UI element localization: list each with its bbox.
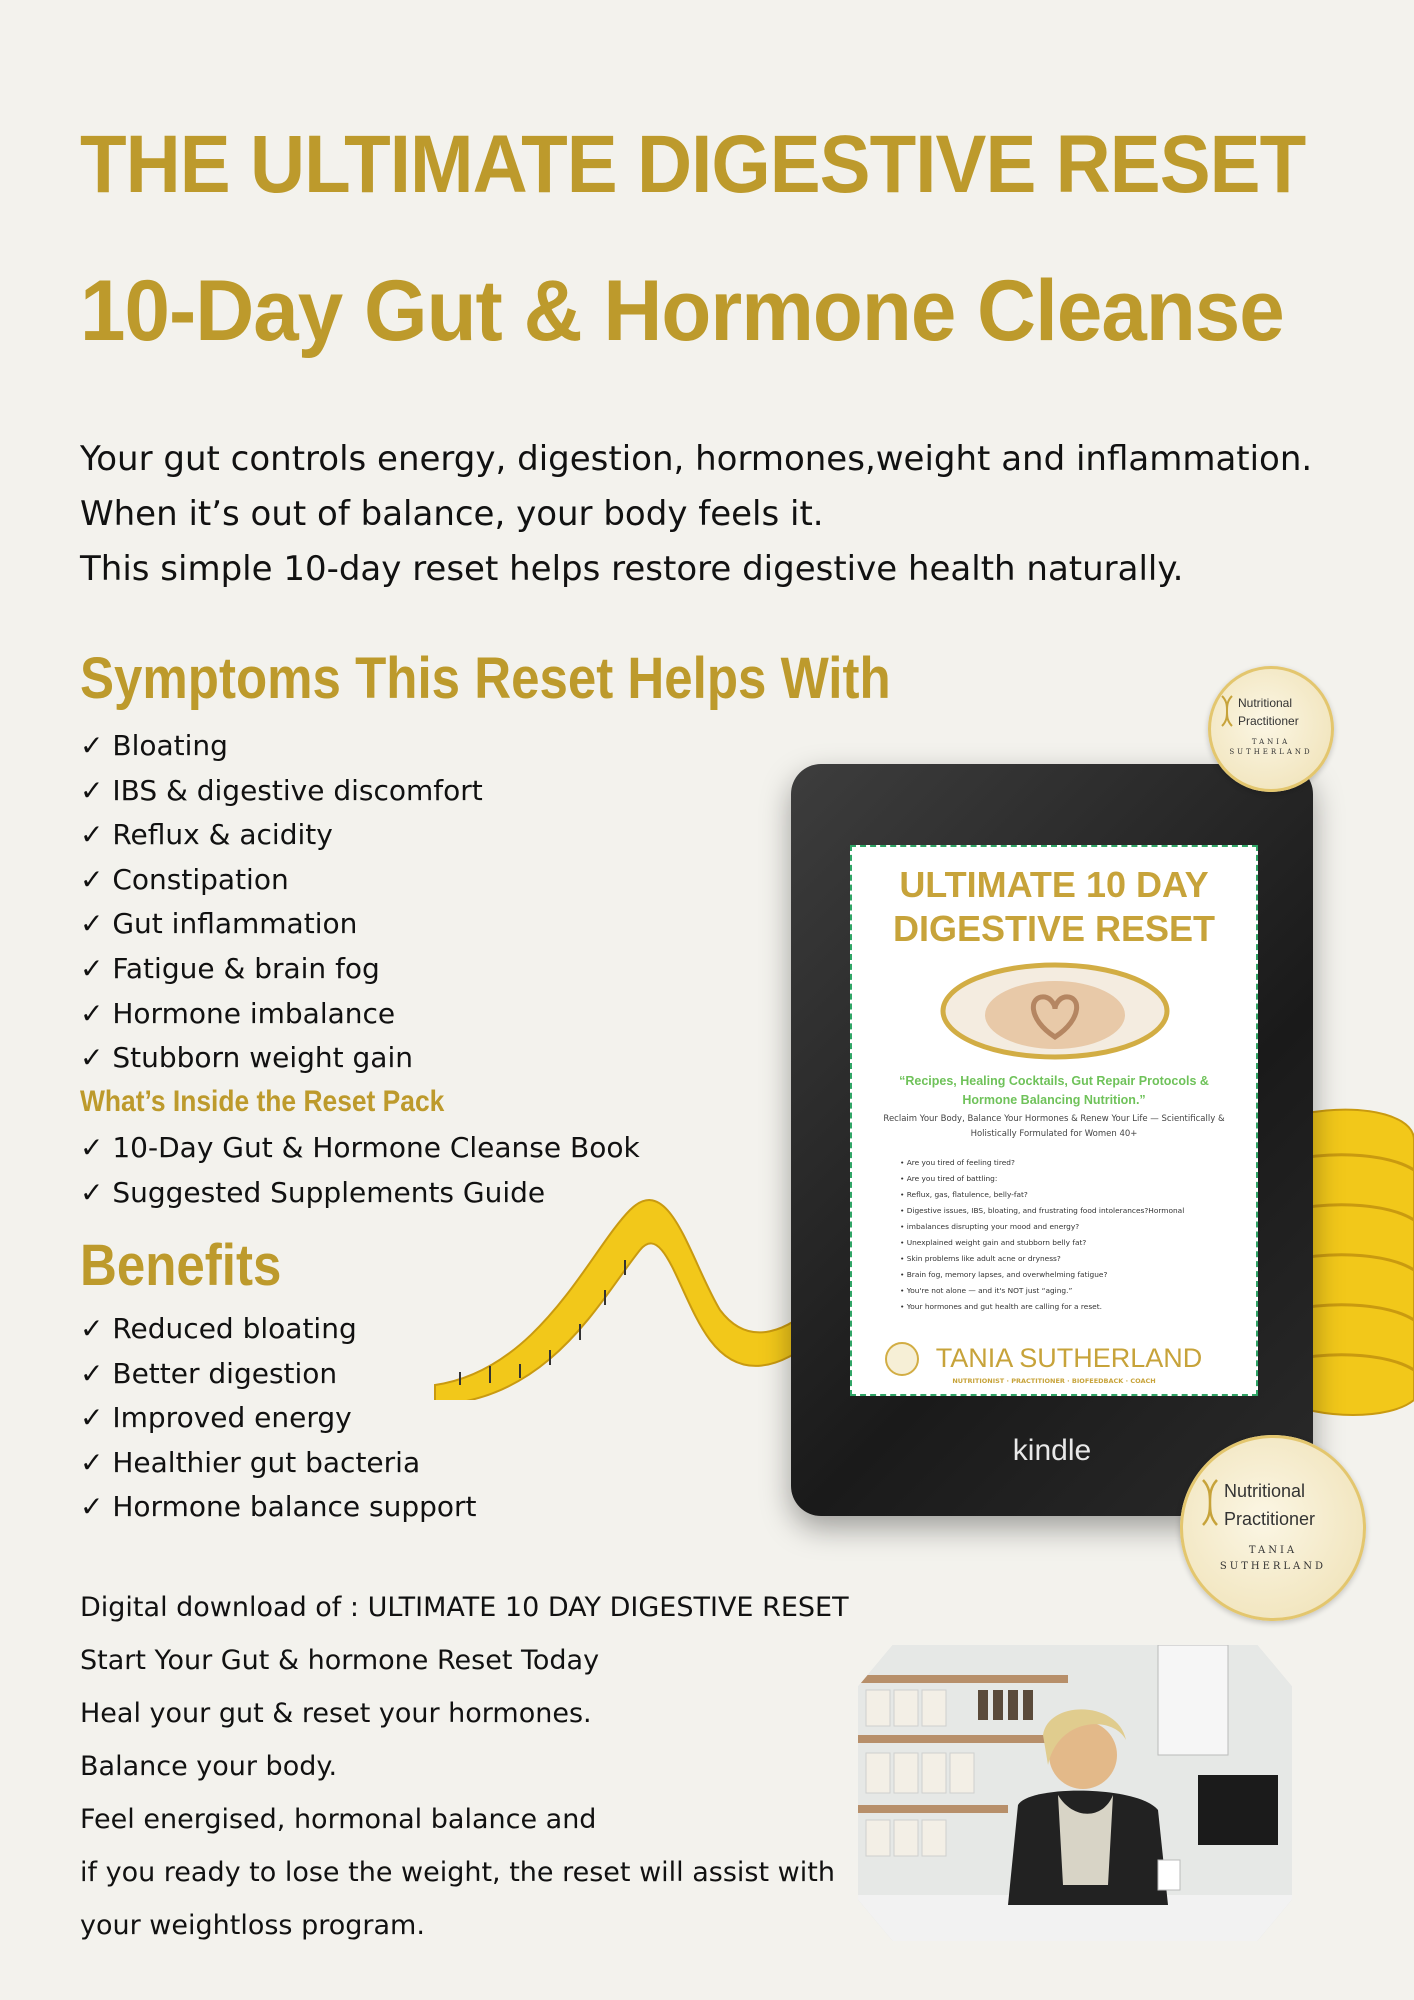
book-title-line: ULTIMATE 10 DAY bbox=[899, 864, 1209, 905]
list-item: ✓ Hormone imbalance bbox=[80, 996, 396, 1030]
download-line: Balance your body. bbox=[80, 1751, 338, 1782]
book-subtitle: Reclaim Your Body, Balance Your Hormones & Renew Your Life — Scientifically & Holistically Formulated for Women 40+ bbox=[883, 1114, 1225, 1139]
badge-line: Nutritional bbox=[1224, 1481, 1306, 1501]
symptoms-list bbox=[80, 724, 483, 1081]
download-line: your weightloss program. bbox=[80, 1910, 425, 1941]
list-item: ✓ Fatigue & brain fog bbox=[80, 951, 380, 985]
list-item: • Digestive issues, IBS, bloating, and frustrating food intolerances?Hormonal bbox=[900, 1203, 1184, 1219]
download-line: Feel energised, hormonal balance and bbox=[80, 1804, 597, 1835]
list-item: • Your hormones and gut health are calling for a reset. bbox=[900, 1299, 1184, 1315]
badge-name: TANIA bbox=[1248, 1545, 1298, 1556]
list-item: ✓ Stubborn weight gain bbox=[80, 1041, 413, 1075]
badge-line: Practitioner bbox=[1238, 714, 1299, 728]
book-title-line: DIGESTIVE RESET bbox=[892, 908, 1216, 949]
list-item: • Are you tired of feeling tired? bbox=[900, 1155, 1184, 1171]
list-item: ✓ IBS & digestive discomfort bbox=[80, 773, 483, 807]
practitioner-badge bbox=[1180, 1435, 1366, 1621]
list-item: ✓ Suggested Supplements Guide bbox=[80, 1175, 546, 1209]
symptoms-heading: Symptoms This Reset Helps With bbox=[80, 646, 891, 711]
list-item: • You're not alone — and it's NOT just “aging.” bbox=[900, 1283, 1184, 1299]
badge-name: SUTHERLAND bbox=[1229, 748, 1313, 756]
intro-paragraph bbox=[80, 432, 1312, 597]
intro-line: Your gut controls energy, digestion, hormones,weight and inflammation. bbox=[80, 439, 1313, 479]
list-item: ✓ Reflux & acidity bbox=[80, 818, 333, 852]
badge-line: Nutritional bbox=[1238, 696, 1293, 710]
list-item: ✓ Healthier gut bacteria bbox=[80, 1445, 421, 1479]
page-subtitle: 10-Day Gut & Hormone Cleanse bbox=[80, 263, 1284, 359]
list-item: • Brain fog, memory lapses, and overwhelming fatigue? bbox=[900, 1267, 1184, 1283]
list-item: ✓ Reduced bloating bbox=[80, 1312, 357, 1345]
badge-line: Practitioner bbox=[1224, 1509, 1316, 1529]
book-cover bbox=[850, 845, 1258, 1396]
list-item: ✓ Improved energy bbox=[80, 1401, 352, 1435]
dna-icon bbox=[1220, 694, 1234, 738]
download-line: Digital download of : ULTIMATE 10 DAY DIGESTIVE RESET bbox=[80, 1592, 849, 1623]
download-line: Start Your Gut & hormone Reset Today bbox=[80, 1645, 600, 1676]
dna-icon bbox=[1200, 1477, 1220, 1543]
practitioner-badge bbox=[1208, 666, 1334, 792]
download-info bbox=[80, 1581, 849, 1952]
kindle-device bbox=[791, 764, 1313, 1516]
list-item: ✓ 10-Day Gut & Hormone Cleanse Book bbox=[80, 1131, 640, 1164]
inside-heading: What’s Inside the Reset Pack bbox=[80, 1085, 445, 1118]
download-line: if you ready to lose the weight, the reset will assist with bbox=[80, 1857, 835, 1888]
intro-line: When it’s out of balance, your body feels it. bbox=[80, 494, 824, 534]
list-item: ✓ Gut inflammation bbox=[80, 907, 358, 941]
benefits-heading: Benefits bbox=[80, 1233, 282, 1298]
list-item: • Skin problems like adult acne or dryness? bbox=[900, 1251, 1184, 1267]
kindle-logo: kindle bbox=[1012, 1434, 1092, 1467]
download-line: Heal your gut & reset your hormones. bbox=[80, 1698, 592, 1729]
book-tagline: NUTRITIONIST · PRACTITIONER · BIOFEEDBACK · COACH bbox=[952, 1377, 1156, 1385]
list-item: ✓ Constipation bbox=[80, 862, 289, 896]
measuring-tape-image bbox=[420, 1100, 840, 1400]
intro-line: This simple 10-day reset helps restore digestive health naturally. bbox=[80, 549, 1184, 589]
list-item: ✓ Better digestion bbox=[80, 1356, 338, 1390]
list-item: • Unexplained weight gain and stubborn belly fat? bbox=[900, 1235, 1184, 1251]
book-question-list bbox=[900, 1155, 1184, 1315]
list-item: • Are you tired of battling: bbox=[900, 1171, 1184, 1187]
list-item: ✓ Bloating bbox=[80, 729, 228, 762]
list-item: • Reflux, gas, flatulence, belly-fat? bbox=[900, 1187, 1184, 1203]
book-author: TANIA SUTHERLAND bbox=[935, 1343, 1203, 1373]
badge-name: SUTHERLAND bbox=[1219, 1561, 1327, 1572]
benefits-list bbox=[80, 1307, 476, 1530]
practitioner-photo bbox=[858, 1645, 1292, 1941]
list-item: ✓ Hormone balance support bbox=[80, 1490, 477, 1524]
list-item: • imbalances disrupting your mood and energy? bbox=[900, 1219, 1184, 1235]
belly-heart-image bbox=[937, 959, 1173, 1063]
page-title: THE ULTIMATE DIGESTIVE RESET bbox=[80, 119, 1306, 210]
badge-name: TANIA bbox=[1251, 738, 1291, 746]
book-quote: “Recipes, Healing Cocktails, Gut Repair Protocols & Hormone Balancing Nutrition.” bbox=[899, 1074, 1209, 1107]
